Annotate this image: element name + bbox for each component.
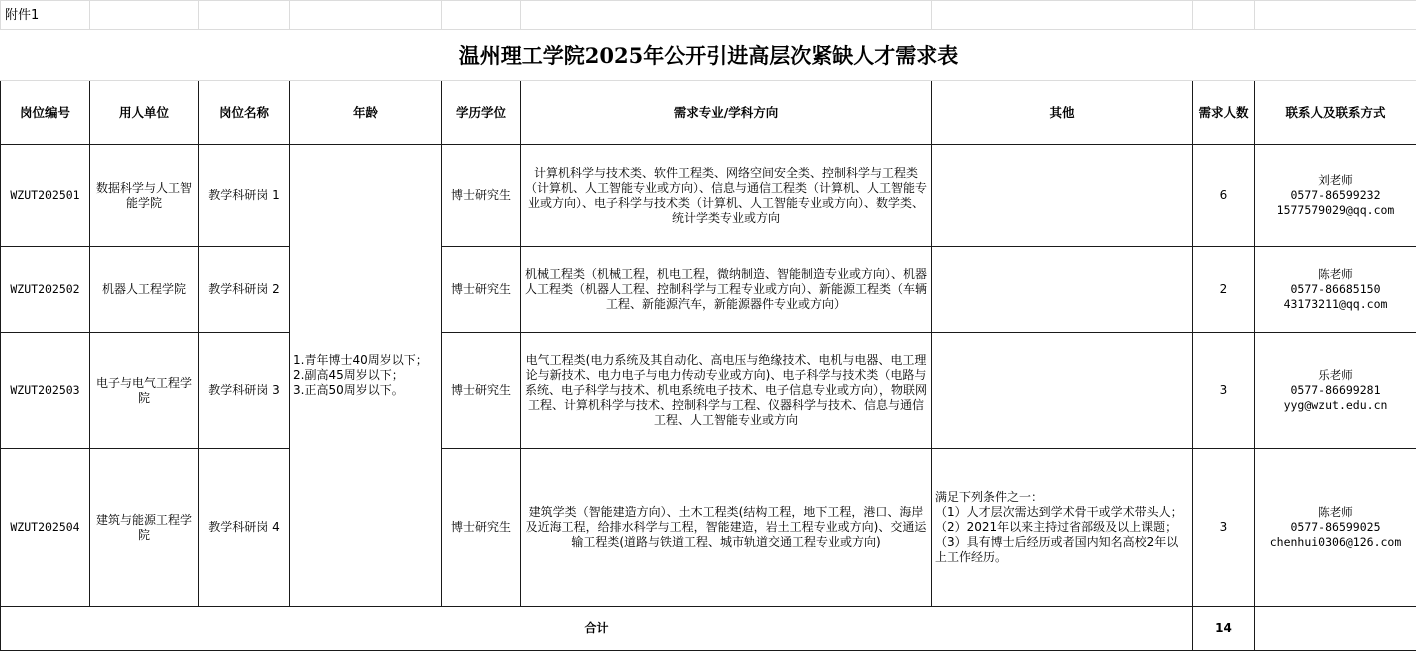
- contact-name: 陈老师: [1318, 267, 1353, 281]
- contact-email: chenhui0306@126.com: [1269, 535, 1402, 549]
- total-count: 14: [1193, 607, 1255, 651]
- contact: [1255, 247, 1416, 333]
- attachment-label: 附件1: [1, 1, 90, 30]
- header-count: 需求人数: [1193, 81, 1255, 145]
- contact-name: 陈老师: [1318, 505, 1353, 519]
- contact: [1255, 145, 1416, 247]
- post-name: 教学科研岗 3: [199, 333, 290, 449]
- contact-name: 乐老师: [1318, 368, 1353, 382]
- post-name: 教学科研岗 1: [199, 145, 290, 247]
- major: 计算机科学与技术类、软件工程类、网络空间安全类、控制科学与工程类（计算机、人工智能专业或方向）、信息与通信工程类（计算机、人工智能专业或方向）、电子科学与技术类（计算机、人工智能专业或方向）、数学类、统计学类专业或方向: [521, 145, 932, 247]
- contact-name: 刘老师: [1318, 173, 1353, 187]
- contact-email: yyg@wzut.edu.cn: [1283, 398, 1388, 412]
- title-row: [1, 30, 1416, 81]
- attachment-row: [1, 1, 1416, 30]
- header-age: 年龄: [290, 81, 442, 145]
- total-label: 合计: [1, 607, 1193, 651]
- contact-email: 43173211@qq.com: [1283, 297, 1388, 311]
- unit: 数据科学与人工智能学院: [90, 145, 199, 247]
- count: 2: [1193, 247, 1255, 333]
- table-row: [1, 333, 1416, 449]
- table-title: 温州理工学院2025年公开引进高层次紧缺人才需求表: [1, 30, 1416, 81]
- contact: [1255, 449, 1416, 607]
- contact-phone: 0577-86699281: [1290, 383, 1381, 397]
- table-row: [1, 145, 1416, 247]
- other: 满足下列条件之一： （1）人才层次需达到学术骨干或学术带头人； （2）2021年以来主持过省部级及以上课题； （3）具有博士后经历或者国内知名高校2年以上工作经历。: [932, 449, 1193, 607]
- unit: 电子与电气工程学院: [90, 333, 199, 449]
- post-code: WZUT202504: [1, 449, 90, 607]
- count: 3: [1193, 333, 1255, 449]
- contact-email: 1577579029@qq.com: [1276, 203, 1395, 217]
- header-major: 需求专业/学科方向: [521, 81, 932, 145]
- total-contact-empty: [1255, 607, 1416, 651]
- header-unit: 用人单位: [90, 81, 199, 145]
- post-code: WZUT202502: [1, 247, 90, 333]
- contact-phone: 0577-86685150: [1290, 282, 1381, 296]
- header-other: 其他: [932, 81, 1193, 145]
- unit: 建筑与能源工程学院: [90, 449, 199, 607]
- major: 建筑学类（智能建造方向）、土木工程类(结构工程，地下工程，港口、海岸及近海工程，给排水科学与工程，智能建造，岩土工程专业或方向)、交通运输工程类(道路与铁道工程、城市轨道交通工程专业或方向): [521, 449, 932, 607]
- major: 机械工程类（机械工程，机电工程，微纳制造、智能制造专业或方向）、机器人工程类（机器人工程、控制科学与工程专业或方向）、新能源工程类（车辆工程、新能源汽车，新能源器件专业或方向）: [521, 247, 932, 333]
- post-code: WZUT202503: [1, 333, 90, 449]
- header-contact: 联系人及联系方式: [1255, 81, 1416, 145]
- degree: 博士研究生: [442, 449, 521, 607]
- other: [932, 333, 1193, 449]
- contact: [1255, 333, 1416, 449]
- other: [932, 247, 1193, 333]
- major: 电气工程类(电力系统及其自动化、高电压与绝缘技术、电机与电器、电工理论与新技术、电力电子与电力传动专业或方向)、电子科学与技术类（电路与系统、电子科学与技术、机电系统电子技术、电子信息专业或方向），物联网工程、计算机科学与技术、控制科学与工程、仪器科学与技术、信息与通信工程、人工智能专业或方向: [521, 333, 932, 449]
- count: 6: [1193, 145, 1255, 247]
- count: 3: [1193, 449, 1255, 607]
- contact-phone: 0577-86599025: [1290, 520, 1381, 534]
- post-name: 教学科研岗 2: [199, 247, 290, 333]
- degree: 博士研究生: [442, 247, 521, 333]
- header-row: [1, 81, 1416, 145]
- other: [932, 145, 1193, 247]
- age-requirement: 1.青年博士40周岁以下； 2.副高45周岁以下； 3.正高50周岁以下。: [290, 145, 442, 607]
- post-code: WZUT202501: [1, 145, 90, 247]
- contact-phone: 0577-86599232: [1290, 188, 1381, 202]
- degree: 博士研究生: [442, 145, 521, 247]
- degree: 博士研究生: [442, 333, 521, 449]
- total-row: [1, 607, 1416, 651]
- header-post-name: 岗位名称: [199, 81, 290, 145]
- table-row: [1, 247, 1416, 333]
- header-degree: 学历学位: [442, 81, 521, 145]
- table-row: [1, 449, 1416, 607]
- post-name: 教学科研岗 4: [199, 449, 290, 607]
- header-post-code: 岗位编号: [1, 81, 90, 145]
- unit: 机器人工程学院: [90, 247, 199, 333]
